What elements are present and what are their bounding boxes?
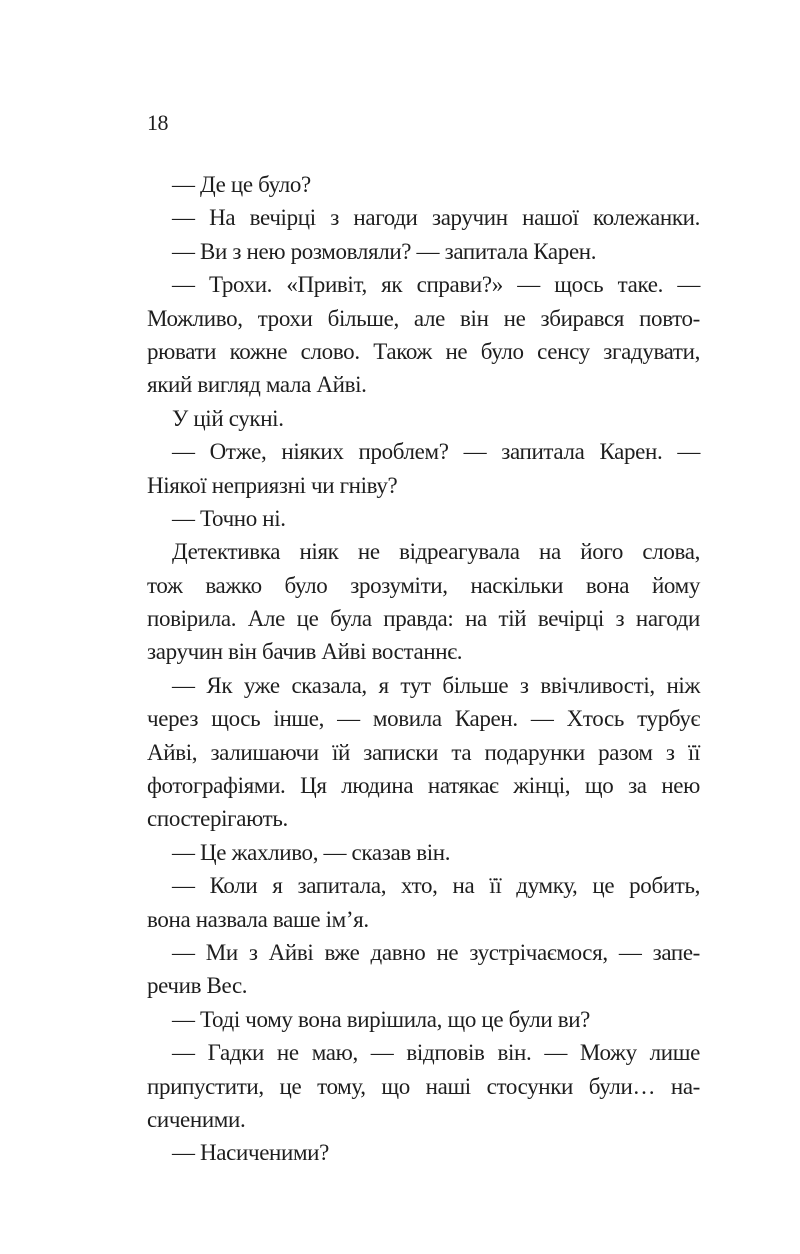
text-line: рювати кожне слово. Також не було сенсу згадувати,: [147, 338, 700, 364]
text-line: — На вечірці з нагоди заручин нашої колежанки.: [172, 205, 700, 231]
text-line: — Де це було?: [172, 172, 311, 197]
text-line: повірила. Але це була правда: на тій вечірці з нагоди: [147, 606, 700, 632]
body-text: [147, 168, 700, 1170]
text-line: сиченими.: [147, 1106, 246, 1132]
text-line: Ніякої неприязні чи гніву?: [147, 472, 398, 498]
text-line: — Точно ні.: [172, 505, 286, 531]
text-line: заручин він бачив Айві востаннє.: [147, 639, 463, 665]
text-line: — Трохи. «Привіт, як справи?» — щось таке. —: [172, 272, 700, 298]
text-line: Можливо, трохи більше, але він не збирався повто-: [147, 305, 700, 331]
text-line: — Отже, ніяких проблем? — запитала Карен. —: [172, 439, 700, 465]
text-line: Детективка ніяк не відреагувала на його слова,: [172, 539, 700, 565]
text-line: — Насиченими?: [172, 1140, 330, 1166]
text-line: — Ви з нею розмовляли? — запитала Карен.: [172, 238, 597, 264]
text-line: У цій сукні.: [172, 405, 284, 431]
text-line: речив Вес.: [147, 973, 248, 999]
text-line: Айві, залишаючи їй записки та подарунки разом з її: [147, 739, 700, 765]
text-line: фотографіями. Ця людина натякає жінці, що за нею: [147, 773, 700, 799]
text-line: тож важко було зрозуміти, наскільки вона йому: [147, 572, 700, 598]
text-line: спостерігають.: [147, 806, 288, 832]
text-line: — Тоді чому вона вирішила, що це були ви?: [172, 1006, 591, 1032]
text-line: — Як уже сказала, я тут більше з ввічливості, ніж: [172, 672, 700, 698]
text-line: — Це жахливо, — сказав він.: [172, 839, 451, 865]
page-number: 18: [147, 110, 168, 135]
text-line: — Коли я запитала, хто, на її думку, це робить,: [172, 873, 700, 899]
text-line: який вигляд мала Айві.: [147, 372, 367, 398]
text-line: припустити, це тому, що наші стосунки були… на-: [147, 1073, 700, 1099]
text-line: вона назвала ваше ім’я.: [147, 906, 369, 932]
text-line: — Ми з Айві вже давно не зустрічаємося, — запе-: [172, 939, 700, 965]
text-line: через щось інше, — мовила Карен. — Хтось турбує: [147, 706, 700, 732]
text-line: — Гадки не маю, — відповів він. — Можу лише: [172, 1040, 700, 1066]
